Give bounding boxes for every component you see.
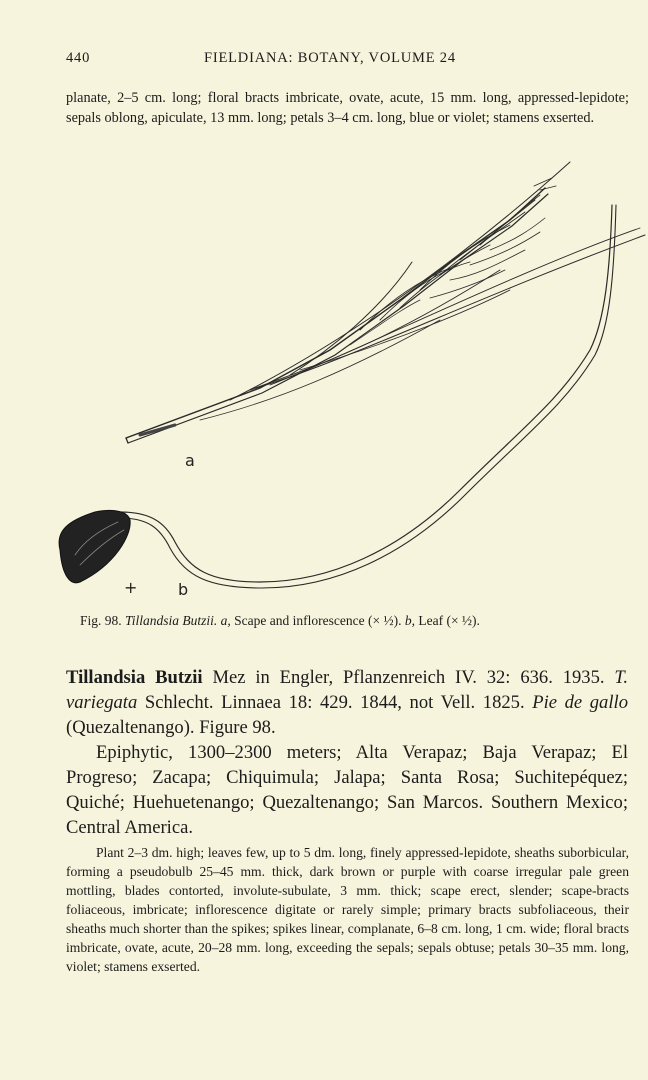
caption-part-b-letter: b, bbox=[404, 613, 415, 628]
caption-species: Tillandsia Butzii. bbox=[125, 613, 218, 628]
figure-label-b: b bbox=[178, 580, 189, 599]
distribution-paragraph: Epiphytic, 1300–2300 meters; Alta Verapaz; Baja Verapaz; El Progreso; Zacapa; Chiquimula; Jalapa; Santa Rosa; Suchitepéquez; Quiché; Huehuetenango; Quezaltenango; San Marcos. Southern Mexico; Central America. bbox=[66, 742, 628, 838]
botanical-illustration bbox=[0, 150, 648, 610]
citation-1: Mez in Engler, Pflanzenreich IV. 32: 636. 1935. bbox=[202, 667, 615, 688]
caption-part-a-text: Scape and inflorescence (× ½). bbox=[230, 613, 405, 628]
intro-paragraph: planate, 2–5 cm. long; floral bracts imbricate, ovate, acute, 15 mm. long, appressed-lepidote; sepals oblong, apiculate, 13 mm. long; petals 3–4 cm. long, blue or violet; stamens exserted. bbox=[66, 90, 629, 126]
species-name: Tillandsia Butzii bbox=[66, 667, 203, 688]
species-entry bbox=[66, 665, 628, 740]
running-head bbox=[66, 50, 629, 72]
scape-drawing bbox=[126, 162, 645, 443]
caption-fig-number: Fig. 98. bbox=[80, 613, 122, 628]
journal-title: FIELDIANA: BOTANY, VOLUME 24 bbox=[204, 50, 456, 66]
figure-label-a: a bbox=[185, 451, 195, 470]
caption-part-b-text: Leaf (× ½). bbox=[414, 613, 480, 628]
scale-mark: + bbox=[124, 578, 138, 597]
common-name: Pie de gallo bbox=[532, 692, 628, 713]
citation-2: Schlecht. Linnaea 18: 429. 1844, not Vell. 1825. bbox=[137, 692, 533, 713]
figure-98 bbox=[0, 150, 648, 610]
leaf-drawing bbox=[59, 205, 616, 588]
synonym: T. variegata bbox=[66, 667, 628, 713]
description-paragraph: Plant 2–3 dm. high; leaves few, up to 5 dm. long, finely appressed-lepidote, sheaths suborbicular, forming a pseudobulb 25–45 mm. thick, dark brown or purple with coarse irregular pale green mottling, blades contorted, involute-subulate, 3 mm. thick; scape erect, slender; scape-bracts foliaceous, imbricate; inflorescence digitate or rarely simple; primary bracts subfoliaceous, their sheaths much shorter than the spikes; spikes linear, complanate, 6–8 cm. long, 1 cm. wide; floral bracts imbricate, ovate, acute, 20–28 mm. long, exceeding the sepals; sepals obtuse; petals 30–35 mm. long, violet; stamens exserted. bbox=[66, 845, 629, 974]
common-name-note: (Quezaltenango). Figure 98. bbox=[66, 717, 276, 738]
caption-part-a-letter: a, bbox=[220, 613, 231, 628]
figure-caption bbox=[80, 613, 620, 629]
species-entry-line bbox=[66, 665, 628, 740]
page-number: 440 bbox=[66, 50, 91, 66]
